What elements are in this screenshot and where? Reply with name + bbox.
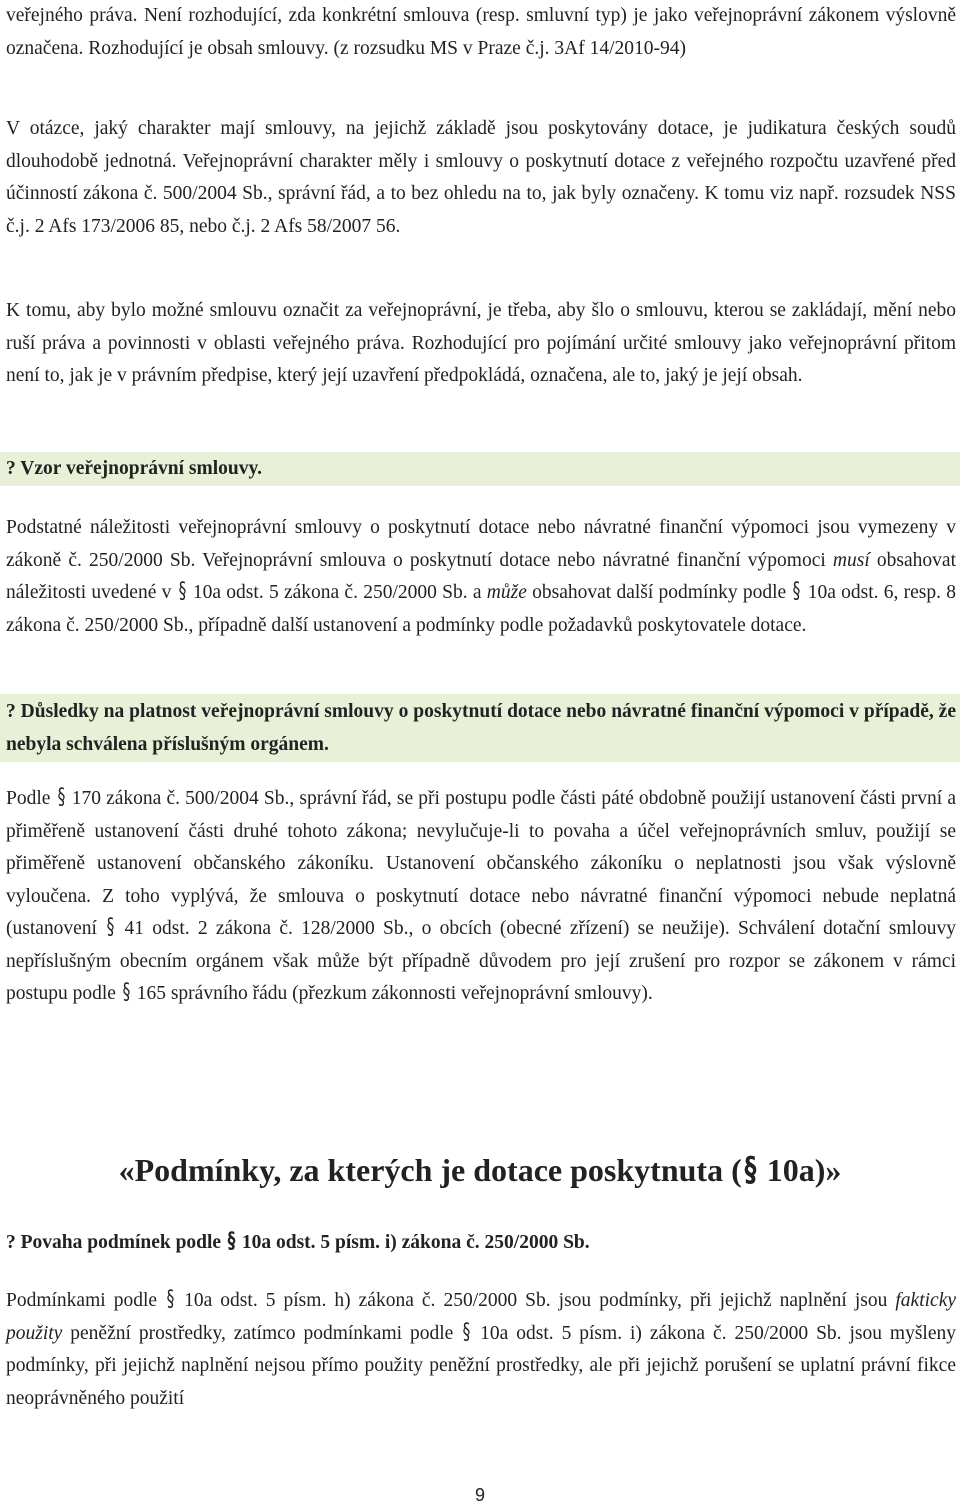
section-sign-icon: § [166, 1287, 175, 1312]
heading-validity-consequences: ? Důsledky na platnost veřejnoprávní smlouvy o poskytnutí dotace nebo návratné finanční výpomoci v případě, že nebyla schválena příslušným orgánem. [0, 694, 960, 762]
section-sign-icon: § [462, 1319, 471, 1345]
heading-nature-of-conditions: ? Povaha podmínek podle § 10a odst. 5 písm. i) zákona č. 250/2000 Sb. [6, 1229, 590, 1254]
section-sign-icon: § [57, 785, 65, 810]
section-title-conditions: «Podmínky, za kterých je dotace poskytnuta (§ 10a)» [118, 1150, 842, 1190]
page-number: 9 [474, 1485, 485, 1505]
section-sign-icon: § [744, 1150, 757, 1190]
heading-contract-template: ? Vzor veřejnoprávní smlouvy. [0, 452, 960, 486]
section-sign-icon: § [106, 915, 115, 940]
paragraph-court-ruling: veřejného práva. Není rozhodující, zda konkrétní smlouva (resp. smluvní typ) je jako veřejnoprávní zákonem výslovně označena. Rozhodující je obsah smlouvy. (z rozsudku MS v Praze č.j. 3Af 14/2010-94) [6, 5, 956, 59]
paragraph-administrative-code: Podle § 170 zákona č. 500/2004 Sb., správní řád, se při postupu podle části páté obdobně použijí ustanovení části první a přiměřeně ustanovení části druhé tohoto zákona; nevylučuje-li to povaha a účel veřejnoprávních smluv, použijí se přiměřeně ustanovení občanského zákoníku. Ustanovení občanského zákoníku o neplatnosti jsou však výslovně vyloučena. Z toho vyplývá, že smlouva o poskytnutí dotace nebo návratné finanční výpomoci nebude neplatná (ustanovení § 41 odst. 2 zákona č. 128/2000 Sb., o obcích (obecné zřízení) se neužije). Schválení dotační smlouvy nepříslušným obecním orgánem však může být případně důvodem pro její zrušení pro rozpor se zákonem v rámci postupu podle § 165 správního řádu (přezkum zákonnosti veřejnoprávní smlouvy). [6, 785, 956, 1005]
paragraph-judicature: V otázce, jaký charakter mají smlouvy, na jejichž základě jsou poskytovány dotace, je judikatura českých soudů dlouhodobě jednotná. Veřejnoprávní charakter měly i smlouvy o poskytnutí dotace z veřejného rozpočtu uzavřené před účinností zákona č. 500/2004 Sb., správní řád, a to bez ohledu na to, jak byly označeny. K tomu viz např. rozsudek NSS č.j. 2 Afs 173/2006 85, nebo č.j. 2 Afs 58/2007 56. [6, 118, 956, 237]
section-sign-icon: § [178, 579, 186, 604]
paragraph-conditions: Podmínkami podle § 10a odst. 5 písm. h) zákona č. 250/2000 Sb. jsou podmínky, při jejichž naplnění jsou fakticky použity peněžní prostředky, zatímco podmínkami podle § 10a odst. 5 písm. i) zákona č. 250/2000 Sb. jsou myšleny podmínky, při jejichž naplnění nejsou přímo použity peněžní prostředky, ale při jejichž porušení se uplatní právní fikce neoprávněného použití [6, 1287, 957, 1409]
paragraph-public-law-contract: K tomu, aby bylo možné smlouvu označit za veřejnoprávní, je třeba, aby šlo o smlouvu, kterou se zakládají, mění nebo ruší práva a povinnosti v oblasti veřejného práva. Rozhodující pro pojímání určité smlouvy jako veřejnoprávní přitom není to, jak je v právním předpise, který její uzavření předpokládá, označena, ale to, jaký je její obsah. [6, 300, 956, 386]
section-sign-icon: § [122, 980, 131, 1005]
section-sign-icon: § [227, 1229, 236, 1254]
paragraph-essentials: Podstatné náležitosti veřejnoprávní smlouvy o poskytnutí dotace nebo návratné finanční výpomoci jsou vymezeny v zákoně č. 250/2000 Sb. Veřejnoprávní smlouva o poskytnutí dotace nebo návratné finanční výpomoci musí obsahovat náležitosti uvedené v § 10a odst. 5 zákona č. 250/2000 Sb. a může obsahovat další podmínky podle § 10a odst. 6, resp. 8 zákona č. 250/2000 Sb., případně další ustanovení a podmínky podle požadavků poskytovatele dotace. [6, 517, 957, 636]
section-sign-icon: § [793, 579, 801, 604]
